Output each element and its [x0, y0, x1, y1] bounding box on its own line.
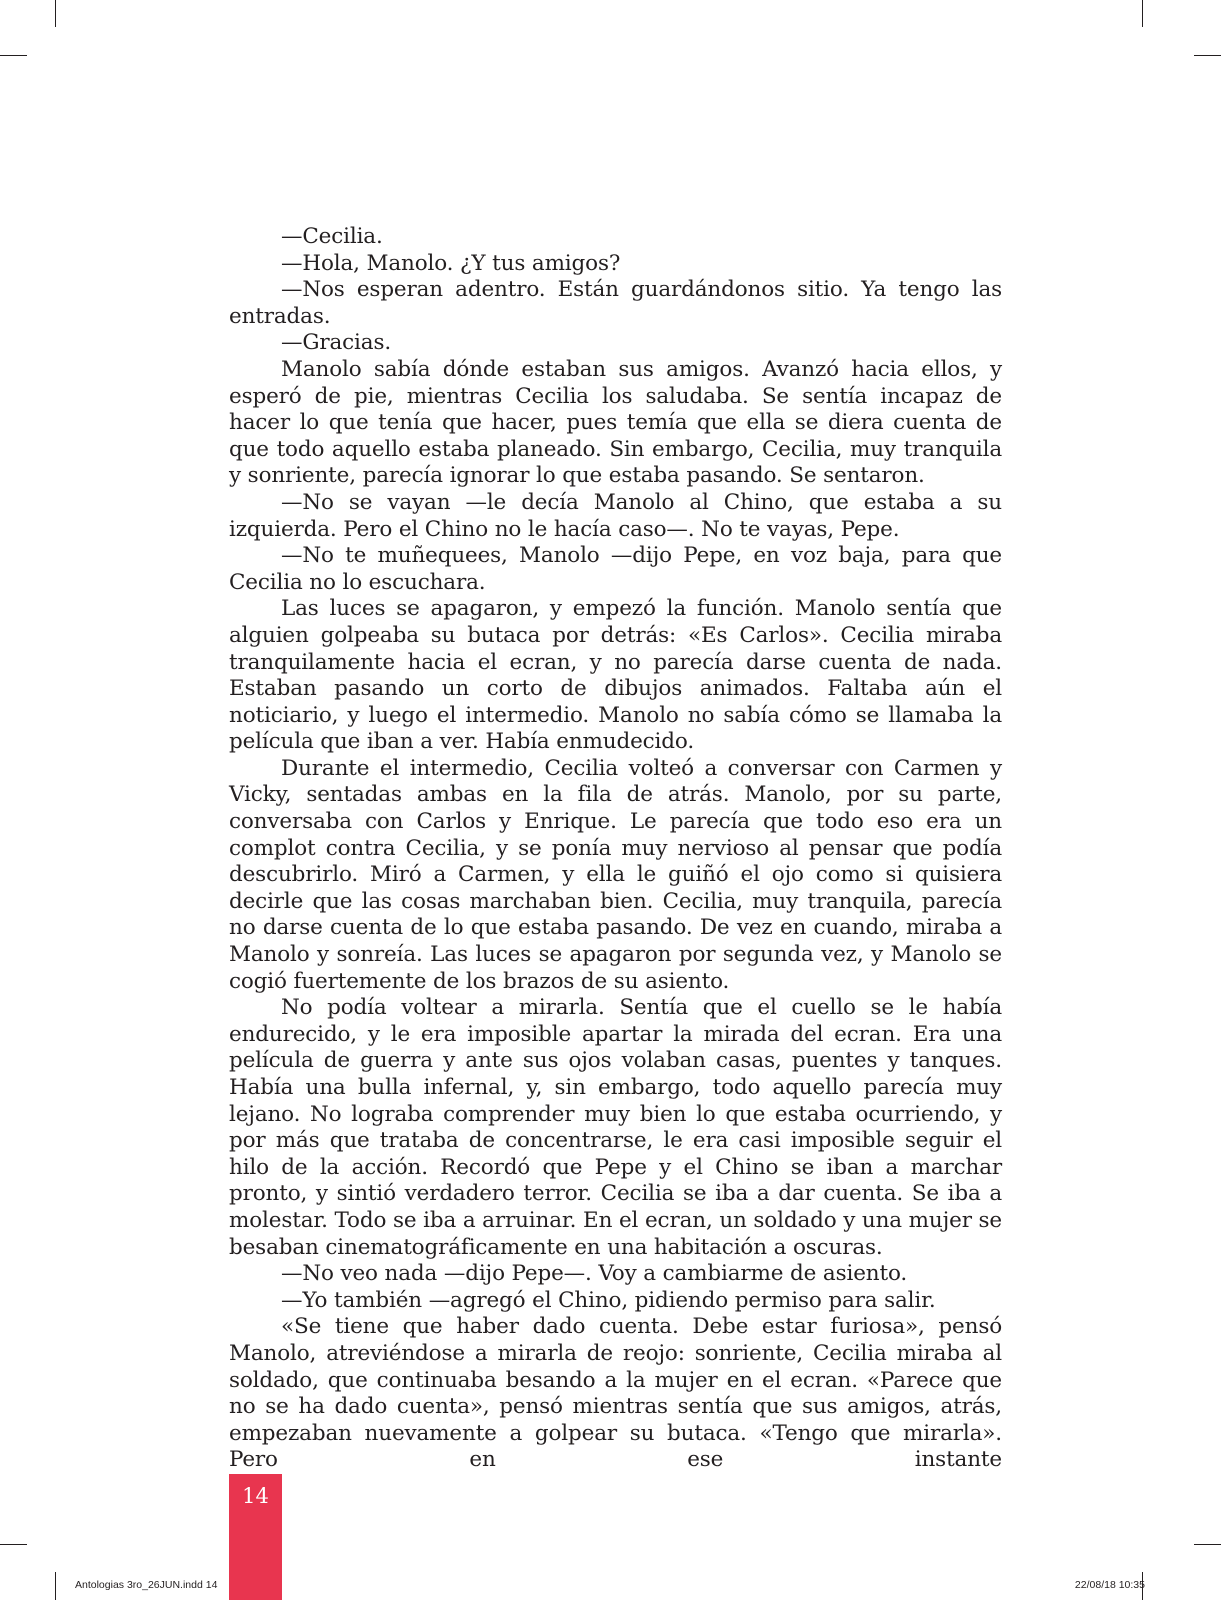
crop-mark-bottom-left: [55, 1572, 56, 1600]
paragraph: «Se tiene que haber dado cuenta. Debe estar furiosa», pensó Manolo, atreviéndose a mirarla de reojo: sonriente, Cecilia miraba al soldado, que continuaba besando a la mujer en el ecran. «Parece que no se ha dado cuenta», pensó mientras sentía que sus amigos, atrás, empezaban nuevamente a golpear su butaca. «Tengo que mirarla». Pero en ese instante: [229, 1314, 1002, 1473]
paragraph: —No se vayan —le decía Manolo al Chino, que estaba a su izquierda. Pero el Chino no le hacía caso—. No te vayas, Pepe.: [229, 489, 1002, 542]
slug-file-name: Antologias 3ro_26JUN.indd 14: [75, 1579, 218, 1591]
paragraph: —No veo nada —dijo Pepe—. Voy a cambiarme de asiento.: [281, 1261, 908, 1287]
paragraph: Las luces se apagaron, y empezó la función. Manolo sentía que alguien golpeaba su butaca por detrás: «Es Carlos». Cecilia miraba tranquilamente hacia el ecran, y no parecía darse cuenta de nada. Estaban pasando un corto de dibujos animados. Faltaba aún el noticiario, y luego el intermedio. Manolo no sabía cómo se llamaba la película que iban a ver. Había enmudecido.: [229, 596, 1002, 755]
paragraph: —Yo también —agregó el Chino, pidiendo permiso para salir.: [281, 1287, 936, 1313]
paragraph: Manolo sabía dónde estaban sus amigos. Avanzó hacia ellos, y esperó de pie, mientras Cecilia los saludaba. Se sentía incapaz de hacer lo que tenía que hacer, pues temía que ella se diera cuenta de que todo aquello estaba planeado. Sin embargo, Cecilia, muy tranquila y sonriente, parecía ignorar lo que estaba pasando. Se sentaron.: [229, 356, 1002, 489]
paragraph: —Cecilia.: [281, 224, 383, 249]
paragraph: No podía voltear a mirarla. Sentía que el cuello se le había endurecido, y le era imposible apartar la mirada del ecran. Era una película de guerra y ante sus ojos volaban casas, puentes y tanques. Había una bulla infernal, y, sin embargo, todo aquello parecía muy lejano. No lograba comprender muy bien lo que estaba ocurriendo, y por más que trataba de concentrarse, le era casi imposible seguir el hilo de la acción. Recordó que Pepe y el Chino se iban a marchar pronto, y sintió verdadero terror. Cecilia se iba a dar cuenta. Se iba a molestar. Todo se iba a arruinar. En el ecran, un soldado y una mujer se besaban cinematográficamente en una habitación a oscuras.: [229, 995, 1002, 1260]
paragraph: —No te muñequees, Manolo —dijo Pepe, en voz baja, para que Cecilia no lo escuchara.: [229, 543, 1002, 595]
crop-mark-right-top: [1194, 55, 1221, 56]
paragraph: —Gracias.: [281, 330, 392, 356]
body-text: [229, 224, 1002, 1474]
slug-timestamp: 22/08/18 10:35: [1074, 1579, 1145, 1591]
page-number-tab: [229, 1474, 282, 1600]
crop-mark-top-left: [55, 0, 56, 27]
crop-mark-right-bottom: [1194, 1544, 1221, 1545]
paragraph: Durante el intermedio, Cecilia volteó a conversar con Carmen y Vicky, sentadas ambas en la fila de atrás. Manolo, por su parte, conversaba con Carlos y Enrique. Le parecía que todo eso era un complot contra Cecilia, y se ponía muy nervioso al pensar que podía descubrirlo. Miró a Carmen, y ella le guiñó el ojo como si quisiera decirle que las cosas marchaban bien. Cecilia, muy tranquila, parecía no darse cuenta de lo que estaba pasando. De vez en cuando, miraba a Manolo y sonreía. Las luces se apagaron por segunda vez, y Manolo se cogió fuertemente de los brazos de su asiento.: [229, 755, 1002, 994]
paragraph: —Nos esperan adentro. Están guardándonos sitio. Ya tengo las entradas.: [229, 277, 1002, 329]
paragraph: —Hola, Manolo. ¿Y tus amigos?: [281, 250, 621, 276]
crop-mark-top-right: [1142, 0, 1143, 27]
page-number: 14: [242, 1484, 269, 1508]
crop-mark-left-bottom: [0, 1544, 27, 1545]
crop-mark-left-top: [0, 55, 27, 56]
